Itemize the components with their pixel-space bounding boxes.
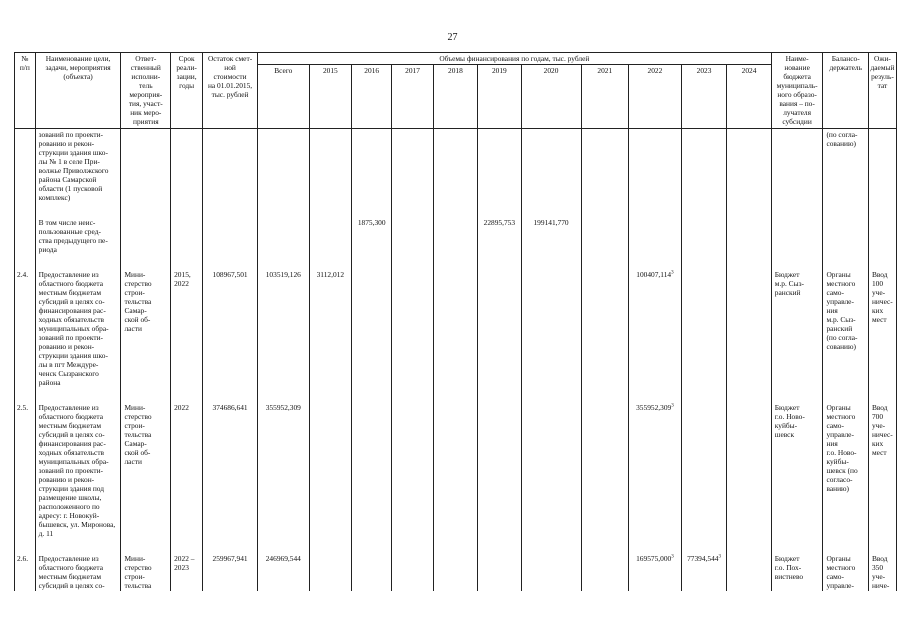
- cell-result: Ввод 700 уче- ничес- ких мест: [868, 402, 896, 539]
- cell-2017: [392, 402, 433, 539]
- cell-2017: [392, 217, 433, 255]
- table-row: [15, 129, 897, 204]
- col-year-header: 2021: [581, 65, 629, 129]
- cell-name: Предоставление из областного бюджета местным бюджетам субсидий в целях со-: [35, 553, 121, 591]
- cell-2022: [629, 553, 682, 591]
- cell-no: 2.4.: [15, 269, 36, 388]
- col-rest-header: Остаток смет- ной стоимости на 01.01.2015, тыс. рублей: [203, 53, 258, 129]
- cell-2024: [727, 402, 772, 539]
- cell-term: [171, 217, 203, 255]
- cell-term: 2022 – 2023: [171, 553, 203, 591]
- col-responsible-header: Ответ- ственный исполни- тель мероприя- тия, участ- ник меро- приятия: [121, 53, 171, 129]
- cell-2019: [478, 553, 521, 591]
- cell-2019: 22895,753: [478, 217, 521, 255]
- cell-2023: [681, 217, 726, 255]
- cell-2021: [581, 217, 629, 255]
- table-row: [15, 553, 897, 591]
- col-year-header: 2017: [392, 65, 433, 129]
- cell-2023: [681, 553, 726, 591]
- cell-total: 355952,309: [257, 402, 309, 539]
- cell-2020: [521, 269, 581, 388]
- footnote-mark: 3: [671, 403, 674, 409]
- cell-2020: [521, 402, 581, 539]
- cell-responsible: Мини- стерство строи- тельства: [121, 553, 171, 591]
- cell-budget: Бюджет м.р. Сыз- ранский: [771, 269, 823, 388]
- cell-holder: Органы местного само- управле-: [823, 553, 868, 591]
- cell-holder: [823, 217, 868, 255]
- cell-responsible: Мини- стерство строи- тельства Самар- ской об- ласти: [121, 269, 171, 388]
- cell-holder: (по согла- сованию): [823, 129, 868, 204]
- cell-term: 2015, 2022: [171, 269, 203, 388]
- cell-rest: 374686,641: [203, 402, 258, 539]
- footnote-mark: 3: [671, 270, 674, 276]
- cell-budget: [771, 129, 823, 204]
- cell-term: [171, 129, 203, 204]
- cell-budget: Бюджет г.о. Ново- куйбы- шевск: [771, 402, 823, 539]
- table-row: [15, 217, 897, 255]
- financing-table-wrapper: [14, 52, 897, 591]
- cell-2018: [433, 402, 477, 539]
- cell-2021: [581, 269, 629, 388]
- cell-total: 103519,126: [257, 269, 309, 388]
- cell-2016: [352, 269, 392, 388]
- cell-rest: [203, 217, 258, 255]
- table-row: [15, 269, 897, 388]
- cell-total: [257, 217, 309, 255]
- cell-2016: [352, 402, 392, 539]
- col-total-header: Всего: [257, 65, 309, 129]
- cell-no: [15, 129, 36, 204]
- cell-rest: 259967,941: [203, 553, 258, 591]
- cell-2015: [309, 217, 351, 255]
- cell-2019: [478, 402, 521, 539]
- cell-2017: [392, 129, 433, 204]
- cell-2023-value: 77394,544: [687, 554, 719, 563]
- cell-name: Предоставление из областного бюджета местным бюджетам субсидий в целях со- финансирования рас- ходных обязательств муниципальных обра- зований по проекти- рованию и рекон- струкции здания шко- лы в пгт Междуре- ченск Сызранского района: [35, 269, 121, 388]
- cell-responsible: Мини- стерство строи- тельства Самар- ской об- ласти: [121, 402, 171, 539]
- cell-2016: 1875,300: [352, 217, 392, 255]
- row-spacer: [15, 203, 897, 217]
- cell-responsible: [121, 129, 171, 204]
- cell-result: [868, 217, 896, 255]
- cell-2023: [681, 129, 726, 204]
- cell-2016: [352, 553, 392, 591]
- row-spacer: [15, 539, 897, 553]
- cell-name: В том числе неис- пользованные сред- ства предыдущего пе- риода: [35, 217, 121, 255]
- cell-2024: [727, 217, 772, 255]
- col-name-header: Наименование цели, задачи, мероприятия (объекта): [35, 53, 121, 129]
- cell-2024: [727, 129, 772, 204]
- col-holder-header: Балансо- держатель: [823, 53, 868, 129]
- cell-2015: [309, 553, 351, 591]
- cell-2024: [727, 553, 772, 591]
- row-spacer: [15, 388, 897, 402]
- col-year-header: 2016: [352, 65, 392, 129]
- cell-no: 2.5.: [15, 402, 36, 539]
- cell-2018: [433, 129, 477, 204]
- col-term-header: Срок реали- зации, годы: [171, 53, 203, 129]
- cell-holder: Органы местного само- управле- ния г.о. Ново- куйбы- шевск (по согласо- ванию): [823, 402, 868, 539]
- cell-2022: [629, 269, 682, 388]
- col-year-header: 2023: [681, 65, 726, 129]
- col-result-header: Ожи- даемый резуль- тат: [868, 53, 896, 129]
- cell-2016: [352, 129, 392, 204]
- cell-rest: 108967,501: [203, 269, 258, 388]
- cell-2021: [581, 129, 629, 204]
- cell-2019: [478, 269, 521, 388]
- cell-responsible: [121, 217, 171, 255]
- cell-budget: Бюджет г.о. Пох- вистнево: [771, 553, 823, 591]
- cell-2020: 199141,770: [521, 217, 581, 255]
- col-budget-header: Наиме- нование бюджета муниципаль- ного образо- вания – по- лучателя субсидии: [771, 53, 823, 129]
- cell-result: [868, 129, 896, 204]
- col-year-header: 2018: [433, 65, 477, 129]
- cell-no: [15, 217, 36, 255]
- cell-2022: [629, 402, 682, 539]
- cell-2023: [681, 402, 726, 539]
- cell-name: Предоставление из областного бюджета местным бюджетам субсидий в целях со- финансирования рас- ходных обязательств муниципальных обра- зований по проекти- рованию и рекон- струкции здания под размещение школы, расположенного по адресу: г. Новокуй- бышевск, ул. Миронова, д. 11: [35, 402, 121, 539]
- cell-budget: [771, 217, 823, 255]
- cell-2022-value: 100407,114: [636, 270, 672, 279]
- col-year-header: 2022: [629, 65, 682, 129]
- cell-result: Ввод 350 уче- ниче-: [868, 553, 896, 591]
- cell-2023: [681, 269, 726, 388]
- cell-total: 246969,544: [257, 553, 309, 591]
- table-row: [15, 402, 897, 539]
- cell-2017: [392, 553, 433, 591]
- cell-2018: [433, 553, 477, 591]
- cell-name: зований по проекти- рованию и рекон- струкции здания шко- лы № 1 в селе При- волжье Приволжского района Самарской области (1 пусковой комплекс): [35, 129, 121, 204]
- col-year-header: 2019: [478, 65, 521, 129]
- cell-2021: [581, 553, 629, 591]
- cell-2019: [478, 129, 521, 204]
- cell-2022-value: 169575,000: [636, 554, 672, 563]
- cell-no: 2.6.: [15, 553, 36, 591]
- cell-2022: [629, 129, 682, 204]
- footnote-mark: 3: [671, 554, 674, 560]
- col-financing-header: Объемы финансирования по годам, тыс. рублей: [257, 53, 771, 65]
- col-year-header: 2020: [521, 65, 581, 129]
- cell-2022: [629, 217, 682, 255]
- cell-2024: [727, 269, 772, 388]
- col-year-header: 2015: [309, 65, 351, 129]
- cell-2018: [433, 269, 477, 388]
- financing-table: [14, 52, 897, 591]
- cell-2015: [309, 402, 351, 539]
- cell-2022-value: 355952,309: [636, 403, 672, 412]
- cell-2017: [392, 269, 433, 388]
- cell-2015: 3112,012: [309, 269, 351, 388]
- cell-2020: [521, 553, 581, 591]
- page-number: 27: [447, 32, 458, 43]
- cell-term: 2022: [171, 402, 203, 539]
- cell-result: Ввод 100 уче- ничес- ких мест: [868, 269, 896, 388]
- cell-rest: [203, 129, 258, 204]
- footnote-mark: 3: [718, 554, 721, 560]
- col-year-header: 2024: [727, 65, 772, 129]
- row-spacer: [15, 255, 897, 269]
- cell-2018: [433, 217, 477, 255]
- cell-total: [257, 129, 309, 204]
- col-no-header: № п/п: [15, 53, 36, 129]
- cell-2021: [581, 402, 629, 539]
- cell-2015: [309, 129, 351, 204]
- cell-2020: [521, 129, 581, 204]
- cell-holder: Органы местного само- управле- ния м.р. Сыз- ранский (по согла- сованию): [823, 269, 868, 388]
